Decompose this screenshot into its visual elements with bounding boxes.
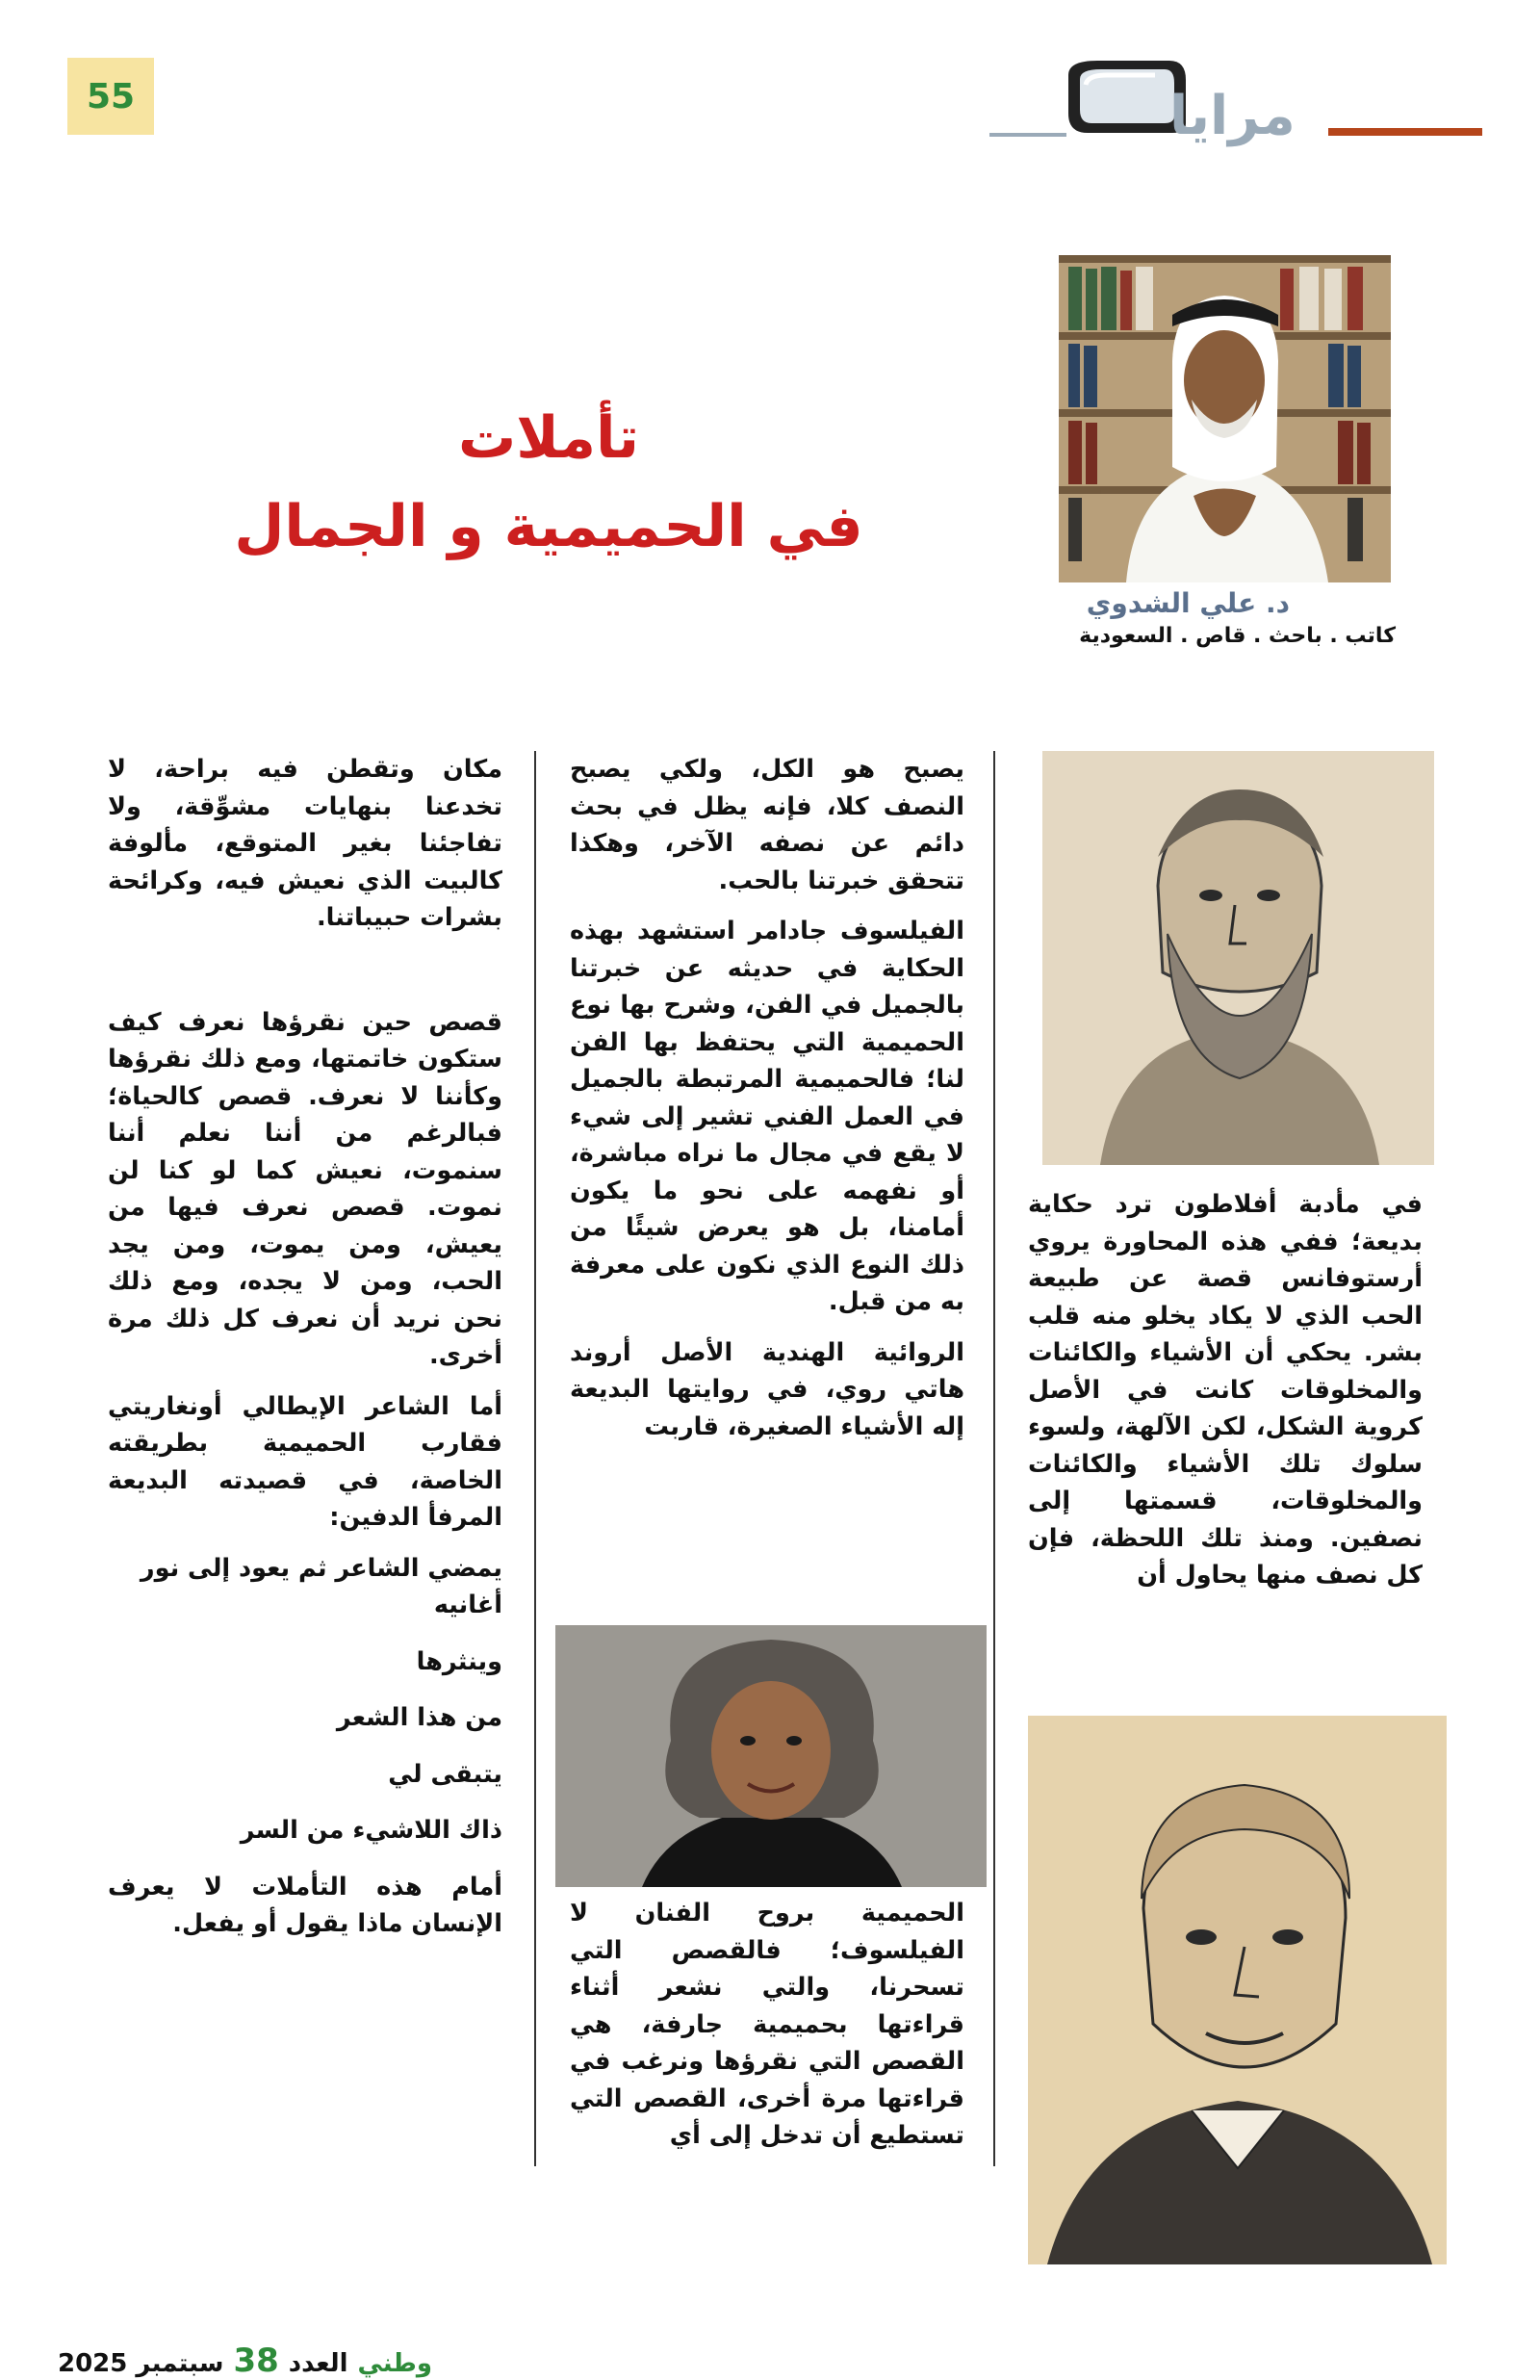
paragraph: مكان وتقطن فيه براحة، لا تخدعنا بنهايات مشوِّقة، ولا تفاجئنا بغير المتوقع، مألوفة كالبيت الذي نعيش فيه، وكرائحة بشرات حبيباتنا. (108, 755, 502, 932)
paragraph: الحميمية بروح الفنان لا الفيلسوف؛ فالقصص التي تسحرنا، والتي نشعر أثناء قراءتها بحميمية جارفة، هي القصص التي نقرؤها ونرغب في قراءتها مرة أخرى، القصص التي تستطيع أن تدخل إلى أي (570, 1899, 964, 2150)
author-photo (1059, 255, 1391, 582)
poem-line: من هذا الشعر (336, 1703, 502, 1732)
author-name: د. علي الشدوي (1086, 587, 1290, 619)
column-divider (534, 751, 536, 2166)
article-title (116, 395, 982, 573)
closing-paragraph: أمام هذه التأملات لا يعرف الإنسان ماذا يقول أو يفعل. (108, 1872, 502, 1938)
column-divider (993, 751, 995, 2166)
gadamer-sketch (1028, 1716, 1447, 2264)
poem-line: ذاك اللاشيء من السر (240, 1816, 502, 1845)
text-column-left (108, 751, 502, 2137)
page-number: 55 (67, 58, 154, 135)
article-title-line1: تأملات (457, 404, 640, 472)
plato-portrait (1042, 751, 1434, 1165)
paragraph: قصص حين نقرؤها نعرف كيف ستكون خاتمتها، ومع ذلك نقرؤها وكأننا لا نعرف. قصص كالحياة؛ فبالرغم من أننا نعلم أننا سنموت، نعيش كما لو كنا لن نموت. قصص نعرف فيها من يعيش، ومن يموت، ومن يجد الحب، ومن لا يجده، ومع ذلك نحن نريد أن نعرف كل ذلك مرة أخرى. (108, 1007, 502, 1370)
section-accent-line (1328, 128, 1482, 136)
footer (58, 2341, 432, 2380)
section-underline-left (989, 133, 1066, 137)
text-column-middle-top (570, 751, 964, 1598)
author-role: كاتب . باحث . قاص . السعودية (1079, 624, 1396, 648)
poem-line: وينثرها (416, 1646, 502, 1676)
poem (108, 1550, 502, 1850)
text-column-middle-bottom (570, 1895, 964, 2203)
paragraph: في مأدبة أفلاطون ترد حكاية بديعة؛ ففي هذه المحاورة يروي أرستوفانس قصة عن طبيعة الحب الذي لا يكاد يخلو منه قلب بشر. يحكي أن الأشياء والكائنات والمخلوقات كانت في الأصل كروية الشكل، لكن الآلهة، ولسوء سلوك تلك الأشياء والكائنات والمخلوقات، قسمتها إلى نصفين. ومنذ تلك اللحظة، فإن كل نصف منها يحاول أن (1028, 1190, 1423, 1590)
paragraph: يصبح هو الكل، ولكي يصبح النصف كلا، فإنه يظل في بحث دائم عن نصفه الآخر، وهكذا تتحقق خبرتنا بالحب. (570, 755, 964, 895)
article-title-line2: في الحميمية و الجمال (234, 493, 863, 560)
magazine-name: وطني (357, 2349, 433, 2378)
issue-date: سبتمبر 2025 (58, 2349, 224, 2378)
issue-number: 38 (233, 2341, 279, 2380)
poem-line: يتبقى لي (388, 1759, 502, 1789)
section-title: مرايا (1169, 85, 1296, 147)
paragraph: الروائية الهندية الأصل أروند هاتي روي، في روايتها البديعة إله الأشياء الصغيرة، قاربت (570, 1337, 964, 1441)
poem-line: يمضي الشاعر ثم يعود إلى نور أغانيه (140, 1553, 502, 1619)
paragraph: الفيلسوف جادامر استشهد بهذه الحكاية في حديثه عن خبرتنا بالجميل في الفن، وشرح بها نوع الحميمية التي يحتفظ بها الفن لنا؛ فالحميمية المرتبطة بالجميل في العمل الفني تشير إلى شيء لا يقع في مجال ما نراه مباشرة، أو نفهمه على نحو ما يكون أمامنا، بل هو يعرض شيئًا من ذلك النوع الذي نكون على معرفة به من قبل. (570, 917, 964, 1316)
paragraph: أما الشاعر الإيطالي أونغاريتي فقارب الحميمية بطريقته الخاصة، في قصيدته البديعة المرفأ الدفين: (108, 1391, 502, 1532)
text-column-right (1028, 1186, 1423, 1687)
arundhati-roy-photo (555, 1625, 987, 1887)
issue-label: العدد (288, 2349, 348, 2378)
